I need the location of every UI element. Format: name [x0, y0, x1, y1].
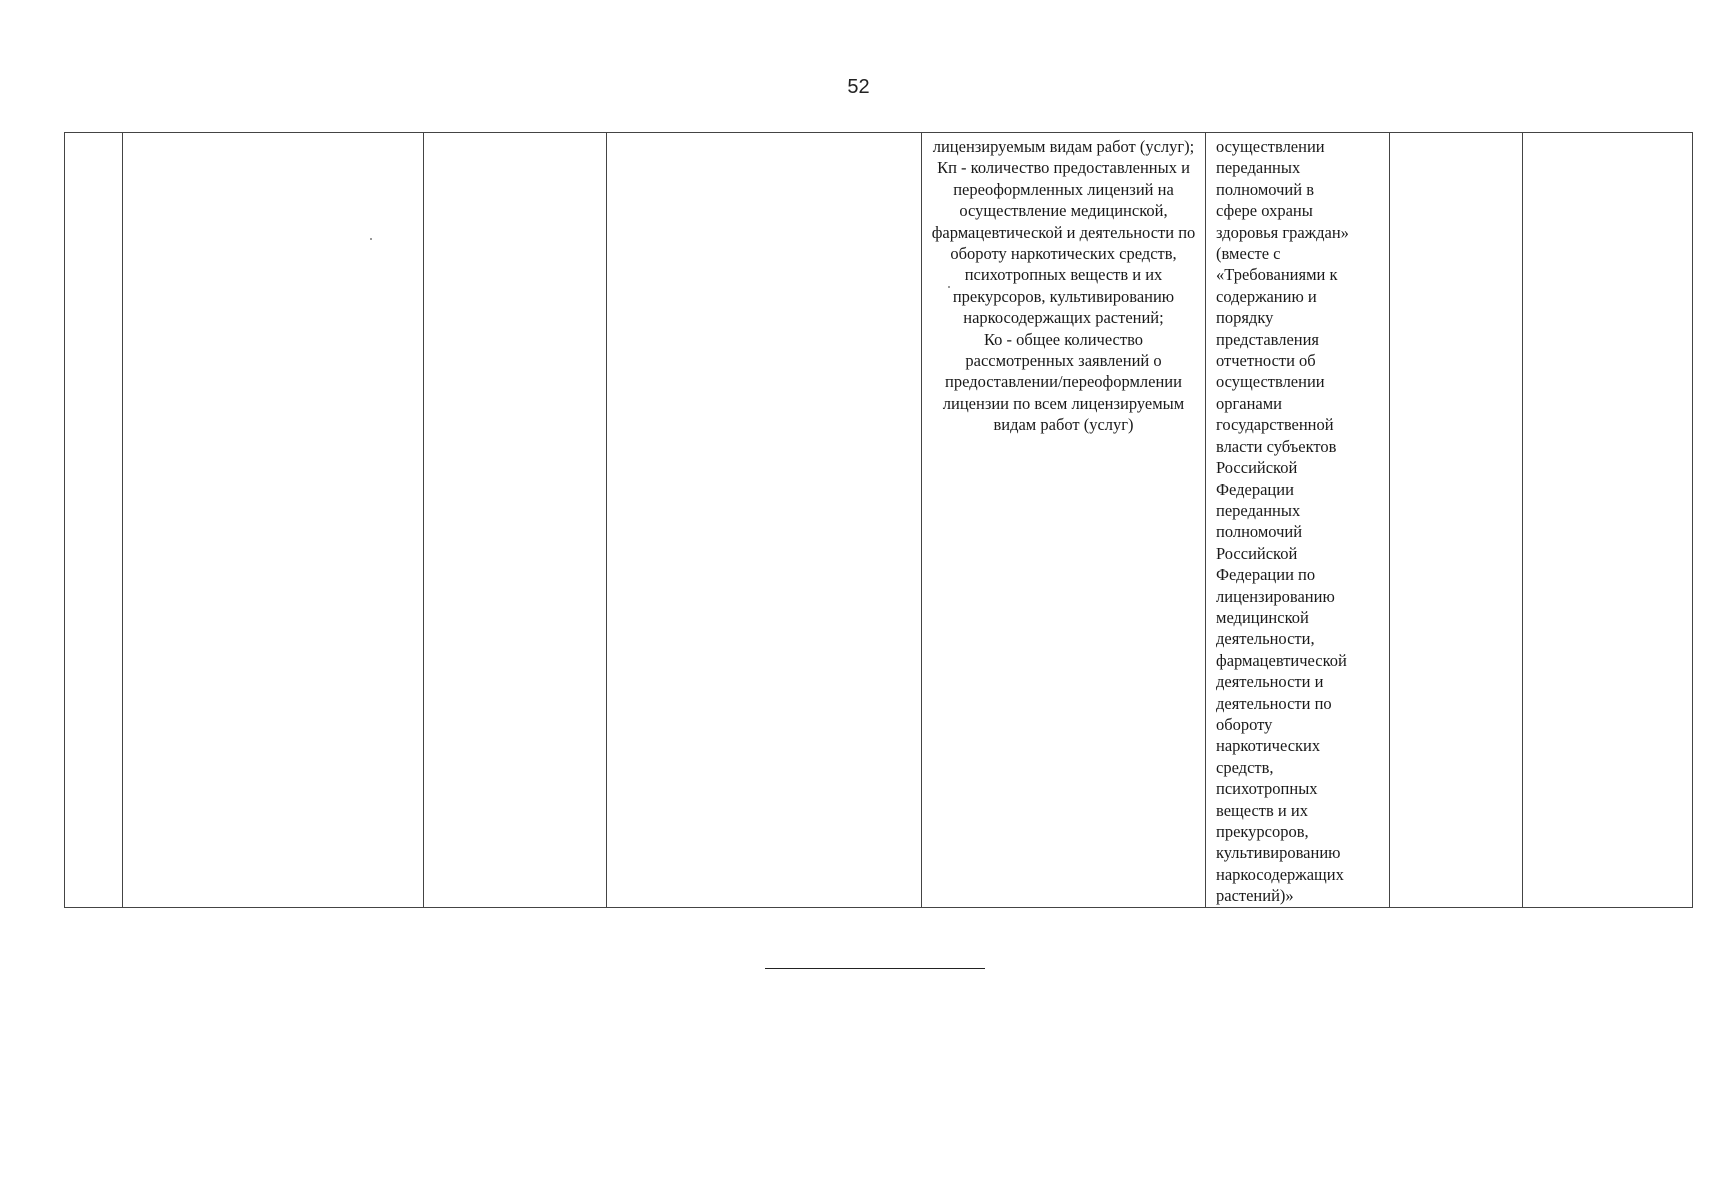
cell-empty-1 — [1390, 133, 1523, 908]
scan-speck — [948, 286, 950, 288]
cell-formula — [922, 133, 1206, 908]
cell-number — [65, 133, 123, 908]
page-number: 52 — [847, 76, 870, 98]
scan-speck — [370, 238, 372, 240]
basis-text: осуществлении переданных полномочий в сфере охраны здоровья граждан» (вместе с «Требованиями к содержанию и порядку представления отчетности об осуществлении органами государственной власти субъектов Российской Федерации переданных полномочий Российской Федерации по лицензированию медицинской деятельности, фармацевтической деятельности и деятельности по обороту наркотических средств, психотропных веществ и их прекурсоров, культивированию наркосодержащих растений)» — [1216, 137, 1349, 906]
continuation-table — [64, 132, 1693, 908]
cell-empty-2 — [1523, 133, 1693, 908]
footnote-rule — [765, 968, 985, 969]
cell-unit — [424, 133, 607, 908]
cell-basis — [1206, 133, 1390, 908]
formula-text: лицензируемым видам работ (услуг); Кп - количество предоставленных и переоформленных лицензий на осуществление медицинской, фармацевтической и деятельности по обороту наркотических средств, психотропных веществ и их прекурсоров, культивированию наркосодержащих растений; Ко - общее количество рассмотренных заявлений о предоставлении/переоформлении лицензии по всем лицензируемым видам работ (услуг) — [931, 137, 1196, 435]
table-row — [65, 133, 1693, 908]
cell-indicator — [123, 133, 424, 908]
cell-definition — [607, 133, 922, 908]
